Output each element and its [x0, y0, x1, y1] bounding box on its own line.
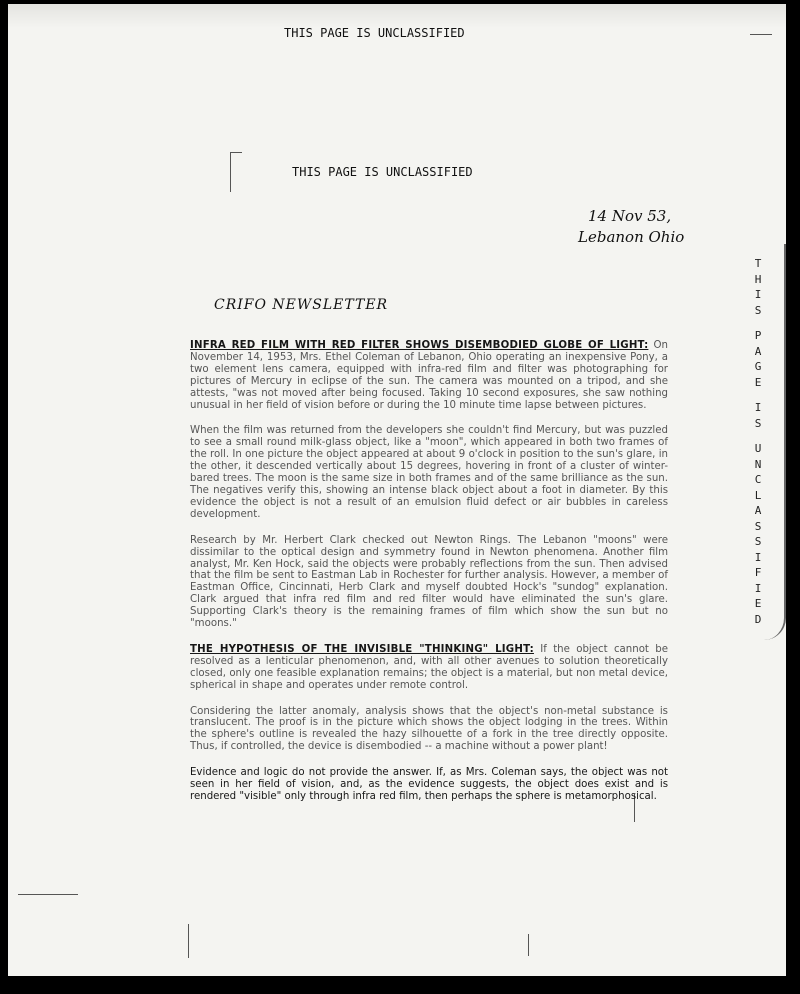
heading-infra-red: INFRA RED FILM WITH RED FILTER SHOWS DISEMBODIED GLOBE OF LIGHT: — [190, 340, 649, 351]
vertical-stamp-letter: G — [754, 360, 762, 373]
paragraph-4 — [190, 644, 668, 692]
scan-shading — [8, 4, 786, 28]
scan-mark — [750, 34, 772, 35]
vertical-stamp-letter: F — [754, 566, 762, 579]
paragraph-1 — [190, 340, 668, 411]
handwritten-date: 14 Nov 53, — [588, 207, 672, 225]
vertical-stamp-letter: S — [754, 416, 762, 430]
vertical-stamp-letter: A — [754, 344, 762, 358]
vertical-stamp-letter: U — [754, 442, 762, 455]
vertical-stamp-letter — [748, 318, 768, 328]
vertical-classification-stamp — [748, 256, 768, 627]
vertical-stamp-letter: T — [754, 257, 762, 270]
vertical-stamp-letter: P — [754, 329, 762, 342]
classification-stamp-top: THIS PAGE IS UNCLASSIFIED — [284, 26, 465, 40]
paragraph-1-text: On November 14, 1953, Mrs. Ethel Coleman of Lebanon, Ohio operating an inexpensive Pony, a two element lens camera, equipped with infra-red film and filter was photographing for pictures of Mercury in eclipse of the sun. The camera was mounted on a tripod, and she attests, "was not moved after being focused. Taking 10 second exposures, she saw nothing unusual in her field of vision before or during the 10 minute time lapse between pictures. — [190, 340, 668, 411]
vertical-stamp-letter: C — [754, 473, 762, 486]
paragraph-3: Research by Mr. Herbert Clark checked out Newton Rings. The Lebanon "moons" were dissimilar to the optical design and symmetry found in Newton phenomena. Another film analyst, Mr. Ken Hock, said the objects were probably reflections from the sun. Then advised that the film be sent to Eastman Lab in Rochester for further analysis. However, a member of Eastman Office, Cincinnati, Herb Clark and myself doubted Hock's "sundog" explanation. Clark argued that infra red film and red filter would have eliminated the sun's glare. Supporting Clark's theory is the remaining frames of film which show the sun but no "moons." — [190, 534, 668, 630]
vertical-stamp-letter — [748, 431, 768, 441]
vertical-stamp-letter: E — [754, 375, 762, 389]
scan-mark — [230, 152, 231, 192]
handwritten-place: Lebanon Ohio — [578, 228, 685, 246]
handwritten-newsletter-label: CRIFO NEWSLETTER — [214, 297, 389, 313]
scan-mark — [528, 934, 529, 956]
scan-mark — [188, 924, 189, 958]
vertical-stamp-letter: I — [754, 550, 762, 564]
paragraph-6: Evidence and logic do not provide the answer. If, as Mrs. Coleman says, the object was not seen in her field of vision, and, as the evidence suggests, the object does exist and is rendered "visible" only through infra red film, then perhaps the sphere is metamorphosical. — [190, 767, 668, 802]
paragraph-4-text: If the object cannot be resolved as a lenticular phenomenon, and, with all other avenues to solution theoretically closed, only one feasible explanation remains; the object is a material, but non metal device, spherical in shape and operates under remote control. — [190, 643, 668, 691]
vertical-stamp-letter: L — [754, 488, 762, 502]
vertical-stamp-letter: I — [754, 581, 762, 595]
scan-mark — [18, 894, 78, 895]
vertical-stamp-letter: N — [754, 457, 762, 471]
document-page — [8, 4, 786, 976]
vertical-stamp-letter: S — [754, 519, 762, 533]
vertical-stamp-letter: I — [754, 288, 762, 301]
vertical-stamp-letter: E — [754, 597, 762, 610]
vertical-stamp-letter: I — [754, 401, 762, 414]
heading-hypothesis: THE HYPOTHESIS OF THE INVISIBLE "THINKING" LIGHT: — [190, 643, 534, 655]
classification-stamp-middle: THIS PAGE IS UNCLASSIFIED — [292, 165, 473, 179]
paragraph-2: When the film was returned from the developers she couldn't find Mercury, but was puzzled to see a small round milk-glass object, like a "moon", which appeared in both two frames of the roll. In one picture the object appeared at about 9 o'clock in position to the sun's glare, in the other, it descended vertically about 15 degrees, hovering in front of a cluster of winter-bared trees. The moon is the same size in both frames and of the same brilliance as the sun. The negatives verify this, showing an intense black object about a foot in diameter. By this evidence the object is not a result of an emulsion fluid defect or air bubbles in careless development. — [190, 425, 668, 520]
vertical-stamp-letter: H — [754, 272, 762, 286]
vertical-stamp-letter — [748, 390, 768, 400]
vertical-stamp-letter: D — [754, 612, 762, 626]
vertical-stamp-letter: S — [754, 535, 762, 548]
paragraph-5: Considering the latter anomaly, analysis shows that the object's non-metal substance is translucent. The proof is in the picture which shows the object lodging in the trees. Within the sphere's outline is revealed the hazy silhouette of a fork in the tree directly opposite. Thus, if controlled, the device is disembodied -- a machine without a power plant! — [190, 705, 668, 753]
scan-mark — [230, 152, 242, 153]
article-body — [190, 340, 668, 817]
vertical-stamp-letter: S — [754, 303, 762, 317]
vertical-stamp-letter: A — [754, 504, 762, 517]
